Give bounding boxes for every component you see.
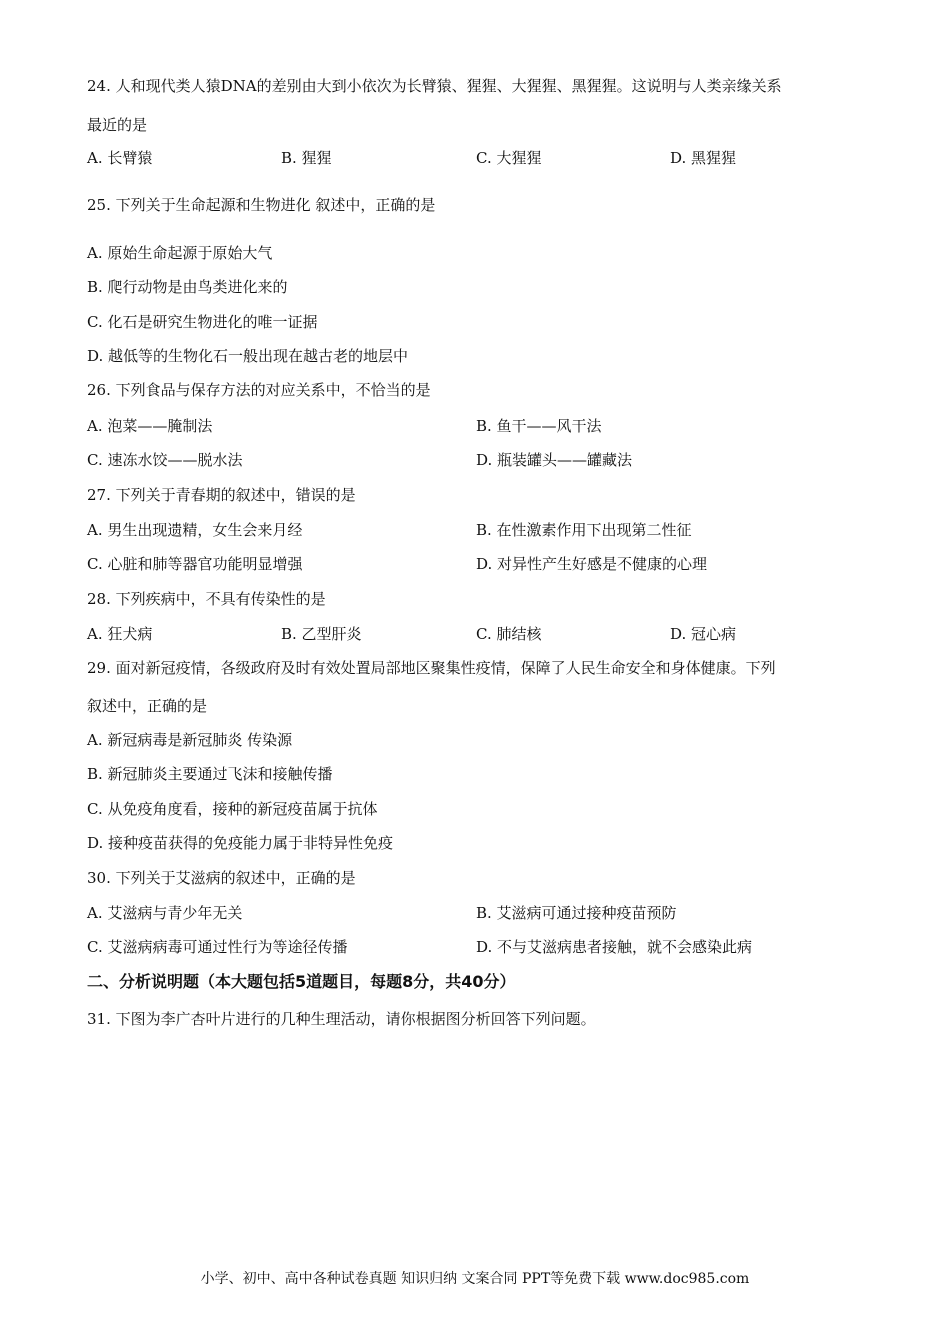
question-25-stem: 25. 下列关于生命起源和生物进化 叙述中，正确的是 <box>87 196 436 214</box>
question-27-option-a: A. 男生出现遗精，女生会来月经 <box>87 521 303 539</box>
question-28-stem: 28. 下列疾病中，不具有传染性的是 <box>87 590 326 608</box>
question-29-stem-line2: 叙述中，正确的是 <box>87 697 208 715</box>
question-28-option-a: A. 狂犬病 <box>87 625 153 643</box>
question-28-option-c: C. 肺结核 <box>476 625 542 643</box>
question-24-stem-line2: 最近的是 <box>87 116 148 134</box>
question-29-stem-line1: 29. 面对新冠疫情，各级政府及时有效处置局部地区聚集性疫情，保障了人民生命安全和身体健康。下列 <box>87 659 776 677</box>
question-27-stem: 27. 下列关于青春期的叙述中，错误的是 <box>87 486 356 504</box>
question-30-option-b: B. 艾滋病可通过接种疫苗预防 <box>476 904 677 922</box>
question-29-option-c: C. 从免疫角度看，接种的新冠疫苗属于抗体 <box>87 800 378 818</box>
question-24-option-d: D. 黑猩猩 <box>670 149 737 167</box>
question-27-option-c: C. 心脏和肺等器官功能明显增强 <box>87 555 303 573</box>
question-30-option-a: A. 艾滋病与青少年无关 <box>87 904 243 922</box>
question-30-option-c: C. 艾滋病病毒可通过性行为等途径传播 <box>87 938 348 956</box>
question-26-option-a: A. 泡菜——腌制法 <box>87 417 213 435</box>
question-24-option-c: C. 大猩猩 <box>476 149 542 167</box>
question-29-option-a: A. 新冠病毒是新冠肺炎 传染源 <box>87 731 293 749</box>
question-26-stem: 26. 下列食品与保存方法的对应关系中，不恰当的是 <box>87 381 431 399</box>
question-31-stem: 31. 下图为李广杏叶片进行的几种生理活动，请你根据图分析回答下列问题。 <box>87 1010 596 1028</box>
question-25-option-b: B. 爬行动物是由鸟类进化来的 <box>87 278 288 296</box>
question-26-option-b: B. 鱼干——风干法 <box>476 417 602 435</box>
question-27-option-d: D. 对异性产生好感是不健康的心理 <box>476 555 708 573</box>
section-2-heading: 二、分析说明题（本大题包括5道题目，每题8分，共40分） <box>87 972 516 991</box>
question-30-stem: 30. 下列关于艾滋病的叙述中，正确的是 <box>87 869 356 887</box>
question-25-option-a: A. 原始生命起源于原始大气 <box>87 244 273 262</box>
question-26-option-d: D. 瓶装罐头——罐藏法 <box>476 451 633 469</box>
question-29-option-b: B. 新冠肺炎主要通过飞沫和接触传播 <box>87 765 333 783</box>
question-26-option-c: C. 速冻水饺——脱水法 <box>87 451 243 469</box>
question-24-option-a: A. 长臂猿 <box>87 149 153 167</box>
question-27-option-b: B. 在性激素作用下出现第二性征 <box>476 521 692 539</box>
question-24-stem-line1: 24. 人和现代类人猿DNA的差别由大到小依次为长臂猿、猩猩、大猩猩、黑猩猩。这说明与人类亲缘关系 <box>87 77 782 95</box>
question-24-option-b: B. 猩猩 <box>281 149 332 167</box>
page-footer: 小学、初中、高中各种试卷真题 知识归纳 文案合同 PPT等免费下载 www.doc985.com <box>200 1271 750 1287</box>
question-28-option-d: D. 冠心病 <box>670 625 737 643</box>
question-25-option-c: C. 化石是研究生物进化的唯一证据 <box>87 313 318 331</box>
question-30-option-d: D. 不与艾滋病患者接触，就不会感染此病 <box>476 938 753 956</box>
question-25-option-d: D. 越低等的生物化石一般出现在越古老的地层中 <box>87 347 409 365</box>
question-29-option-d: D. 接种疫苗获得的免疫能力属于非特异性免疫 <box>87 834 394 852</box>
question-28-option-b: B. 乙型肝炎 <box>281 625 362 643</box>
